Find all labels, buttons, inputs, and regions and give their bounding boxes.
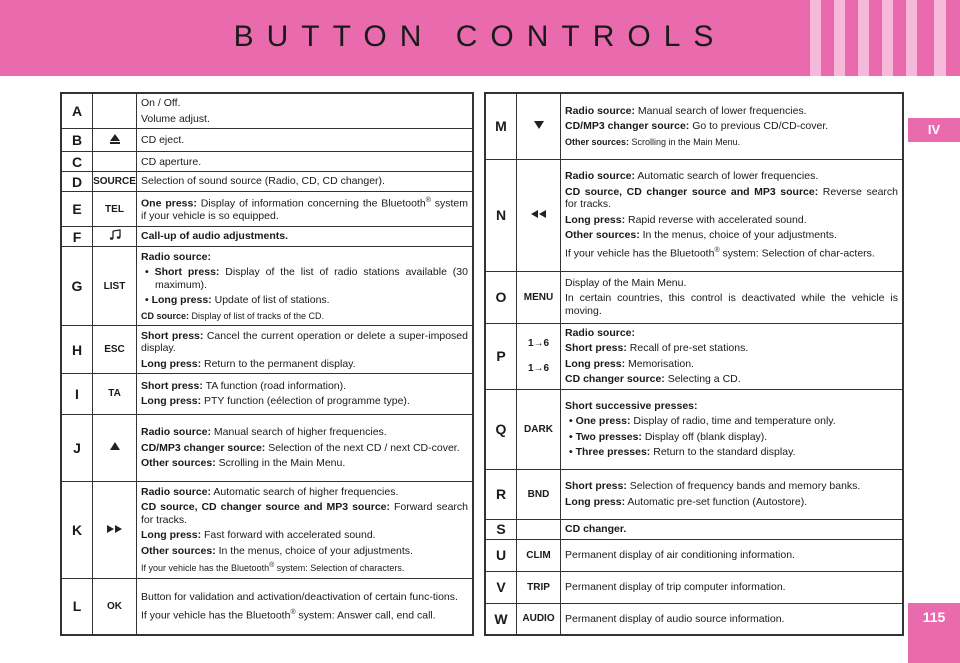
symbol-label: BND: [527, 488, 550, 500]
control-key: S: [485, 519, 517, 539]
line-label: Long press:: [565, 213, 626, 226]
music-note-icon: [109, 229, 121, 244]
control-key: J: [61, 414, 93, 482]
description-line: Long press: Automatic pre-set function (Autostore).: [565, 495, 808, 508]
description-line: [565, 400, 898, 413]
control-symbol[interactable]: [93, 192, 137, 227]
control-description: [137, 227, 474, 247]
table-row: [61, 192, 473, 227]
description-line: CD/MP3 changer source: Go to previous CD/CD-cover.: [565, 120, 829, 132]
page-title: BUTTON CONTROLS: [233, 20, 727, 53]
down-arrow-icon: [533, 120, 545, 133]
control-symbol[interactable]: [93, 172, 137, 192]
control-description: [561, 389, 904, 469]
control-description: [137, 414, 474, 482]
control-key: B: [61, 129, 93, 152]
control-description: [561, 571, 904, 603]
description-line: Radio source: Manual search of lower frequencies.: [565, 104, 807, 117]
table-row: [485, 159, 903, 271]
line-label: Radio source:: [141, 250, 212, 263]
symbol-label: LIST: [103, 280, 126, 292]
description-line: Permanent display of air conditioning information.: [565, 548, 795, 561]
description-line: • Short press: Display of the list of radio stations available (30 maximum).: [141, 266, 468, 291]
symbol-label: ESC: [104, 344, 125, 356]
table-row: [61, 578, 473, 635]
description-line: [141, 230, 468, 243]
line-label: Short press:: [565, 480, 627, 492]
right-controls-table: [484, 92, 904, 636]
description-line: CD source, CD changer source and MP3 source: Reverse search for tracks.: [565, 185, 898, 211]
left-controls-table: [60, 92, 474, 636]
control-description: [561, 469, 904, 519]
table-row: [485, 571, 903, 603]
line-label: Long press:: [565, 495, 626, 508]
control-symbol[interactable]: [517, 571, 561, 603]
table-row: [485, 323, 903, 389]
table-row: [61, 227, 473, 247]
control-symbol[interactable]: [517, 159, 561, 271]
table-row: [485, 539, 903, 571]
line-label: CD source, CD changer source and MP3 source:: [565, 185, 819, 198]
table-row: [61, 374, 473, 414]
control-symbol[interactable]: [517, 389, 561, 469]
line-label: CD/MP3 changer source:: [565, 120, 690, 132]
line-label: One press:: [141, 197, 197, 210]
control-key: E: [61, 192, 93, 227]
description-line: Display of the Main Menu.: [565, 276, 687, 289]
line-label: Long press:: [141, 395, 202, 408]
control-key: A: [61, 93, 93, 129]
description-line: Permanent display of trip computer information.: [565, 580, 786, 593]
control-description: [561, 603, 904, 635]
control-key: G: [61, 247, 93, 326]
description-line: Other sources: In the menus, choice of your adjustments.: [141, 544, 413, 557]
line-label: Call-up of audio adjustments.: [141, 230, 289, 243]
line-label: Other sources:: [565, 136, 630, 147]
registered-mark: ®: [290, 608, 296, 616]
line-label: Other sources:: [141, 544, 216, 557]
description-line: One press: Display of information concerning the Bluetooth® system if your vehicle is so equipped.: [141, 197, 469, 223]
chapter-tab[interactable]: IV: [908, 118, 960, 142]
line-label: Short press:: [565, 342, 627, 354]
control-key: Q: [485, 389, 517, 469]
control-description: [561, 323, 904, 389]
control-symbol[interactable]: [517, 539, 561, 571]
description-line: If your vehicle has the Bluetooth® system: Selection of characters.: [141, 562, 405, 574]
control-key: V: [485, 571, 517, 603]
line-label: Long press:: [141, 529, 202, 542]
description-line: CD source, CD changer source and MP3 source: Forward search for tracks.: [141, 501, 468, 526]
symbol-label: DARK: [524, 423, 553, 435]
control-symbol[interactable]: [517, 323, 561, 389]
table-row: [485, 93, 903, 159]
control-symbol[interactable]: [93, 93, 137, 129]
control-description: [561, 539, 904, 571]
up-arrow-icon: [109, 441, 121, 454]
control-symbol[interactable]: [517, 603, 561, 635]
description-line: Other sources: Scrolling in the Main Menu.: [141, 457, 346, 470]
table-row: [485, 389, 903, 469]
line-label: Radio source:: [141, 485, 212, 498]
control-description: [137, 578, 474, 635]
line-label: Two presses:: [575, 430, 642, 443]
description-line: • Three presses: Return to the standard display.: [565, 446, 898, 459]
description-line: Long press: Rapid reverse with accelerated sound.: [565, 213, 807, 226]
table-row: [61, 326, 473, 374]
description-line: Button for validation and activation/deactivation of certain func-tions.: [141, 591, 458, 604]
control-description: [561, 93, 904, 159]
control-description: [561, 159, 904, 271]
description-line: Other sources: Scrolling in the Main Menu.: [565, 136, 741, 147]
control-symbol[interactable]: [517, 271, 561, 323]
control-symbol[interactable]: [93, 578, 137, 635]
control-key: O: [485, 271, 517, 323]
registered-mark: ®: [425, 197, 431, 205]
control-description: [137, 129, 474, 152]
description-line: • One press: Display of radio, time and temperature only.: [565, 415, 898, 428]
control-symbol[interactable]: [93, 414, 137, 482]
control-symbol[interactable]: [93, 247, 137, 326]
description-line: [565, 327, 898, 340]
control-key: I: [61, 374, 93, 414]
table-row: [61, 93, 473, 129]
description-line: Short press: Cancel the current operation or delete a super-imposed display.: [141, 329, 468, 355]
description-line: Radio source: Manual search of higher frequencies.: [141, 426, 387, 439]
line-label: One press:: [575, 415, 631, 427]
description-line: In certain countries, this control is deactivated while the vehicle is moving.: [565, 292, 898, 317]
eject-icon: [109, 133, 121, 148]
description-line: If your vehicle has the Bluetooth® system: Answer call, end call.: [141, 608, 436, 622]
control-description: [137, 93, 474, 129]
control-symbol[interactable]: [517, 469, 561, 519]
control-key: C: [61, 152, 93, 172]
description-line: Permanent display of audio source information.: [565, 612, 785, 625]
line-label: Radio source:: [565, 170, 636, 183]
symbol-label: CLIM: [526, 549, 551, 561]
description-line: Short press: TA function (road information).: [141, 379, 347, 392]
control-key: F: [61, 227, 93, 247]
line-label: Short press:: [141, 329, 204, 342]
control-description: [561, 271, 904, 323]
line-label: CD changer.: [565, 522, 627, 535]
control-description: [561, 519, 904, 539]
description-line: Short press: Recall of pre-set stations.: [565, 342, 749, 354]
table-row: [485, 603, 903, 635]
symbol-label: TA: [108, 388, 121, 400]
line-label: Short press:: [141, 379, 203, 392]
symbol-label: 1→6: [527, 338, 550, 349]
description-line: Radio source: Automatic search of lower frequencies.: [565, 170, 819, 183]
table-row: [61, 482, 473, 579]
symbol-label: 1→6: [527, 363, 550, 374]
control-symbol[interactable]: [93, 374, 137, 414]
description-line: Long press: Fast forward with accelerated sound.: [141, 529, 376, 542]
description-line: Selection of sound source (Radio, CD, CD changer).: [141, 175, 385, 188]
description-line: If your vehicle has the Bluetooth® system: Selection of char-acters.: [565, 246, 875, 260]
line-label: Other sources:: [565, 229, 640, 242]
description-line: [141, 251, 468, 264]
control-symbol[interactable]: [93, 152, 137, 172]
line-label: Radio source:: [565, 326, 636, 339]
description-line: Radio source: Automatic search of higher frequencies.: [141, 485, 399, 498]
line-label: Other sources:: [141, 457, 216, 470]
line-label: Radio source:: [141, 426, 212, 439]
rewind-icon: [530, 209, 548, 222]
line-label: Long press:: [565, 357, 626, 370]
line-label: Radio source:: [565, 104, 636, 117]
table-row: [61, 152, 473, 172]
symbol-label: SOURCE: [93, 176, 136, 188]
page-number: 115: [908, 603, 960, 663]
control-symbol[interactable]: [517, 519, 561, 539]
description-line: CD eject.: [141, 134, 185, 147]
line-label: Short press:: [154, 266, 220, 279]
control-description: [137, 326, 474, 374]
control-key: R: [485, 469, 517, 519]
description-line: CD source: Display of list of tracks of the CD.: [141, 310, 325, 321]
control-key: M: [485, 93, 517, 159]
description-line: Long press: PTY function (eélection of programme type).: [141, 395, 410, 408]
table-row: [61, 414, 473, 482]
table-row: [61, 172, 473, 192]
symbol-label: AUDIO: [522, 613, 555, 625]
line-label: Long press:: [151, 294, 212, 307]
description-line: Volume adjust.: [141, 112, 210, 125]
description-line: Other sources: In the menus, choice of your adjustments.: [565, 229, 837, 242]
line-label: CD changer source:: [565, 373, 665, 385]
control-key: P: [485, 323, 517, 389]
control-description: [137, 152, 474, 172]
line-label: Short successive presses:: [565, 399, 698, 412]
control-description: [137, 482, 474, 579]
table-row: [61, 247, 473, 326]
description-line: Short press: Selection of frequency bands and memory banks.: [565, 480, 861, 492]
control-description: [137, 172, 474, 192]
line-label: CD/MP3 changer source:: [141, 441, 266, 454]
control-key: U: [485, 539, 517, 571]
symbol-label: TEL: [105, 203, 124, 215]
control-symbol[interactable]: [93, 129, 137, 152]
control-key: N: [485, 159, 517, 271]
control-key: H: [61, 326, 93, 374]
control-description: [137, 247, 474, 326]
control-symbol[interactable]: [93, 227, 137, 247]
control-symbol[interactable]: [93, 482, 137, 579]
symbol-label: TRIP: [527, 581, 550, 593]
description-line: On / Off.: [141, 97, 181, 110]
control-key: D: [61, 172, 93, 192]
description-line: Long press: Return to the permanent display.: [141, 357, 356, 370]
description-line: Long press: Memorisation.: [565, 357, 694, 370]
registered-mark: ®: [714, 246, 720, 254]
description-line: • Two presses: Display off (blank display).: [565, 431, 898, 444]
line-label: CD source:: [141, 310, 190, 321]
control-description: [137, 374, 474, 414]
symbol-label: OK: [107, 600, 122, 612]
table-row: [485, 271, 903, 323]
description-line: CD changer source: Selecting a CD.: [565, 373, 741, 385]
line-label: Long press:: [141, 357, 202, 370]
description-line: CD aperture.: [141, 155, 202, 168]
control-key: L: [61, 578, 93, 635]
control-description: [137, 192, 474, 227]
description-line: [565, 523, 898, 536]
description-line: • Long press: Update of list of stations.: [141, 294, 468, 307]
table-row: [485, 519, 903, 539]
control-symbol[interactable]: [93, 326, 137, 374]
table-row: [61, 129, 473, 152]
table-row: [485, 469, 903, 519]
symbol-label: MENU: [523, 291, 554, 303]
control-key: K: [61, 482, 93, 579]
line-label: CD source, CD changer source and MP3 source:: [141, 501, 391, 514]
control-key: W: [485, 603, 517, 635]
registered-mark: ®: [269, 562, 275, 570]
fast-forward-icon: [106, 524, 124, 537]
control-symbol[interactable]: [517, 93, 561, 159]
line-label: Three presses:: [575, 446, 651, 458]
description-line: CD/MP3 changer source: Selection of the next CD / next CD-cover.: [141, 441, 460, 454]
